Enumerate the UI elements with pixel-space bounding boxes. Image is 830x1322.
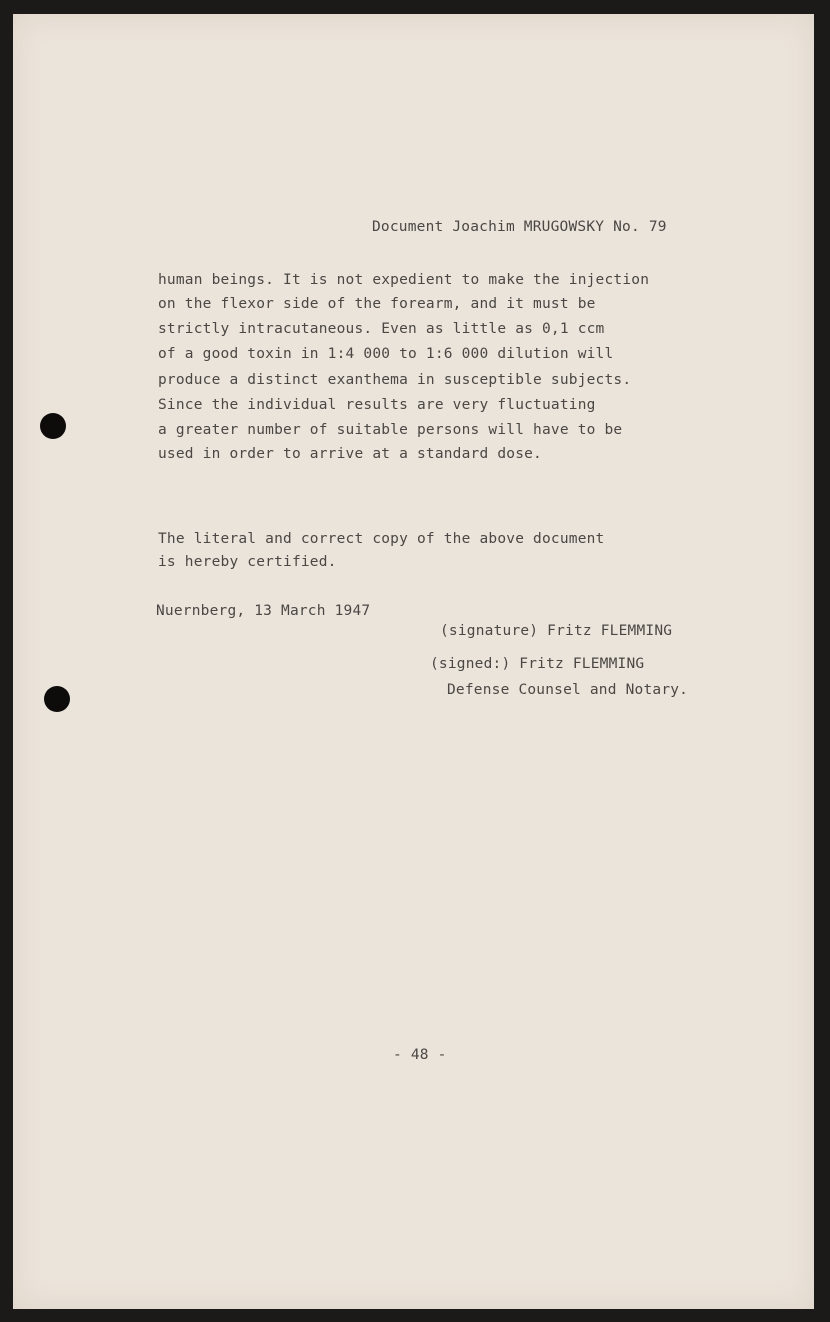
body-line: of a good toxin in 1:4 000 to 1:6 000 dilution will [158, 346, 614, 362]
body-line: strictly intracutaneous. Even as little as 0,1 ccm [158, 321, 605, 337]
body-line: on the flexor side of the forearm, and it must be [158, 296, 596, 312]
place-date: Nuernberg, 13 March 1947 [156, 603, 371, 619]
body-line: a greater number of suitable persons will have to be [158, 422, 623, 438]
body-line: human beings. It is not expedient to make the injection [158, 272, 650, 288]
certification-line: The literal and correct copy of the above document [158, 531, 605, 547]
punch-hole-top [40, 413, 66, 439]
body-line: Since the individual results are very fluctuating [158, 397, 596, 413]
document-reference: Document Joachim MRUGOWSKY No. 79 [372, 219, 667, 235]
signed-line: (signed:) Fritz FLEMMING [430, 656, 645, 672]
body-line: produce a distinct exanthema in susceptible subjects. [158, 372, 632, 388]
certification-line: is hereby certified. [158, 554, 337, 570]
notary-title: Defense Counsel and Notary. [447, 682, 689, 698]
signature-line: (signature) Fritz FLEMMING [440, 623, 673, 639]
page-number: - 48 - [393, 1047, 447, 1063]
body-line: used in order to arrive at a standard dose. [158, 446, 542, 462]
punch-hole-bottom [44, 686, 70, 712]
paper-sheet [13, 14, 814, 1309]
